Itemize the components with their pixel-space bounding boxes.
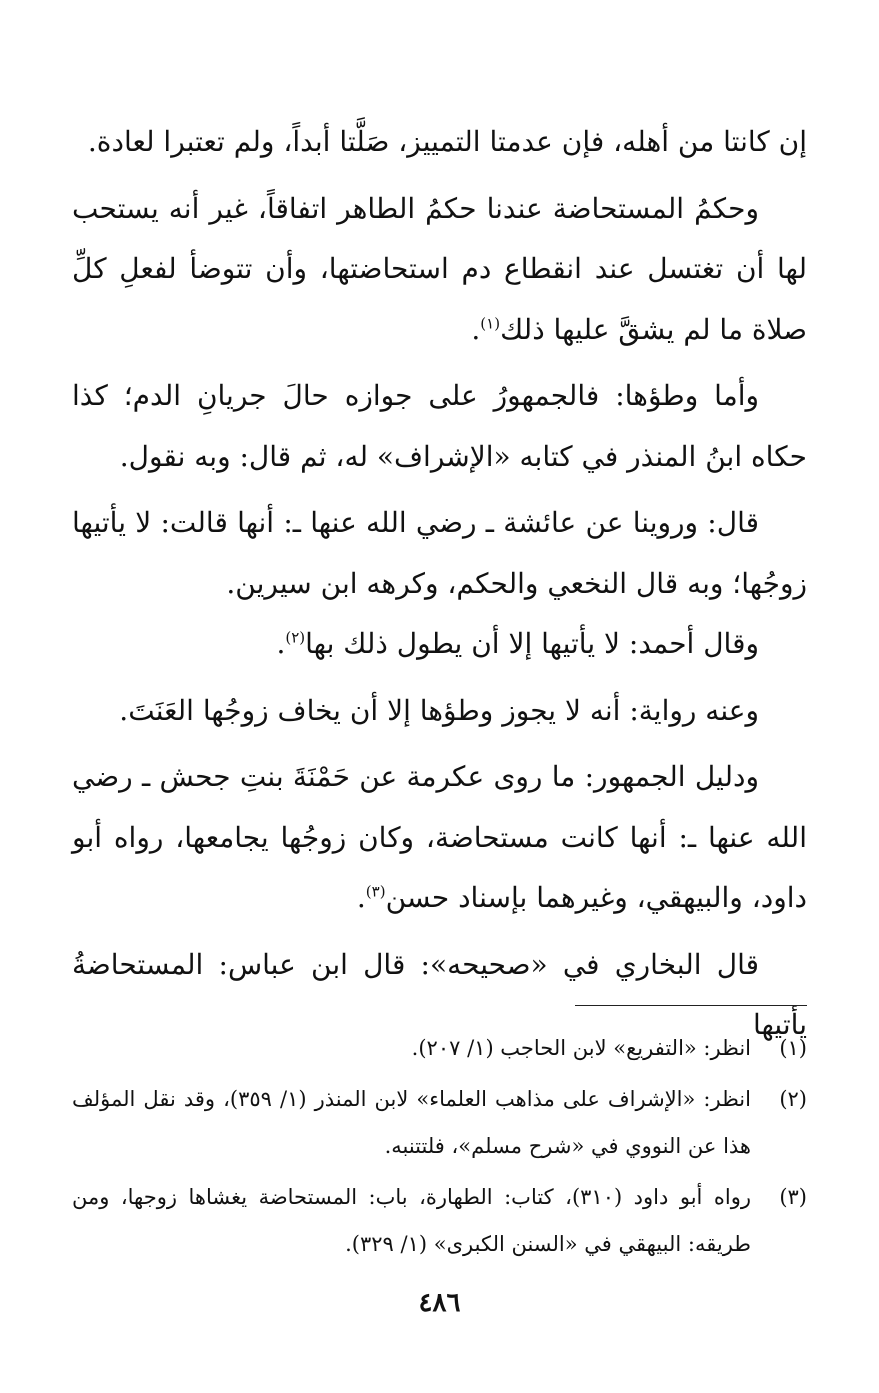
page-number: ٤٨٦: [418, 1288, 461, 1318]
paragraph-6: وعنه رواية: أنه لا يجوز وطؤها إلا أن يخاف زوجُها العَنَتَ.: [119, 693, 759, 727]
paragraph-4: قال: وروينا عن عائشة ـ رضي الله عنها ـ: أنها قالت: لا يأتيها زوجُها؛ وبه قال النخعي والحكم، وكرهه ابن سيرين.: [72, 506, 807, 600]
footnote-marker-3[interactable]: (٣): [365, 882, 386, 901]
footnote-3: [72, 1174, 807, 1268]
footnote-marker-2[interactable]: (٢): [285, 628, 306, 647]
footnote-text: انظر: «التفريع» لابن الحاجب (١/ ٢٠٧).: [411, 1036, 751, 1060]
footnote-text: رواه أبو داود (٣١٠)، كتاب: الطهارة، باب: المستحاضة يغشاها زوجها، ومن طريقه: البيهقي في «السنن الكبرى» (١/ ٣٢٩).: [72, 1185, 751, 1256]
footnote-separator: [575, 1005, 807, 1006]
period: .: [276, 627, 286, 660]
footnote-text: انظر: «الإشراف على مذاهب العلماء» لابن المنذر (١/ ٣٥٩)، وقد نقل المؤلف هذا عن النووي في «شرح مسلم»، فلتتنبه.: [72, 1087, 751, 1158]
period: .: [471, 312, 481, 346]
paragraph-1: إن كانتا من أهله، فإن عدمتا التمييز، صَلَّتا أبداً، ولم تعتبرا لعادة.: [87, 125, 807, 158]
paragraph-8: قال البخاري في «صحيحه»: قال ابن عباس: المستحاضةُ يأتيها: [72, 947, 807, 1041]
paragraph-3: وأما وطؤها: فالجمهورُ على جوازه حالَ جريانِ الدم؛ كذا حكاه ابنُ المنذر في كتابه «الإشراف» له، ثم قال: وبه نقول.: [72, 379, 807, 473]
footnote-number: (٣): [779, 1185, 807, 1209]
paragraph-2-text: وحكمُ المستحاضة عندنا حكمُ الطاهر اتفاقاً، غير أنه يستحب لها أن تغتسل عند انقطاع دم استحاضتها، وأن تتوضأ لفعلِ كلِّ صلاة ما لم يشقَّ عليها ذلك: [72, 191, 807, 346]
paragraph-2: [72, 179, 807, 361]
paragraph-7-text: ودليل الجمهور: ما روى عكرمة عن حَمْنَةَ بنتِ جحش ـ رضي الله عنها ـ: أنها كانت مستحاضة، وكان زوجُها يجامعها، رواه أبو داود، والبيهقي، وغيرهما بإسناد حسن: [72, 760, 807, 914]
footnote-1: [72, 1025, 807, 1072]
footnote-2: [72, 1076, 807, 1170]
main-text: [72, 112, 807, 1056]
footnote-marker-1[interactable]: (١): [480, 314, 501, 333]
paragraph-7: [72, 747, 807, 929]
footnotes: [72, 1025, 807, 1272]
footnote-number: (٢): [779, 1087, 807, 1111]
footnote-number: (١): [779, 1036, 807, 1060]
period: .: [356, 881, 366, 914]
paragraph-5: [72, 614, 807, 675]
paragraph-5-text: وقال أحمد: لا يأتيها إلا أن يطول ذلك بها: [305, 627, 759, 660]
